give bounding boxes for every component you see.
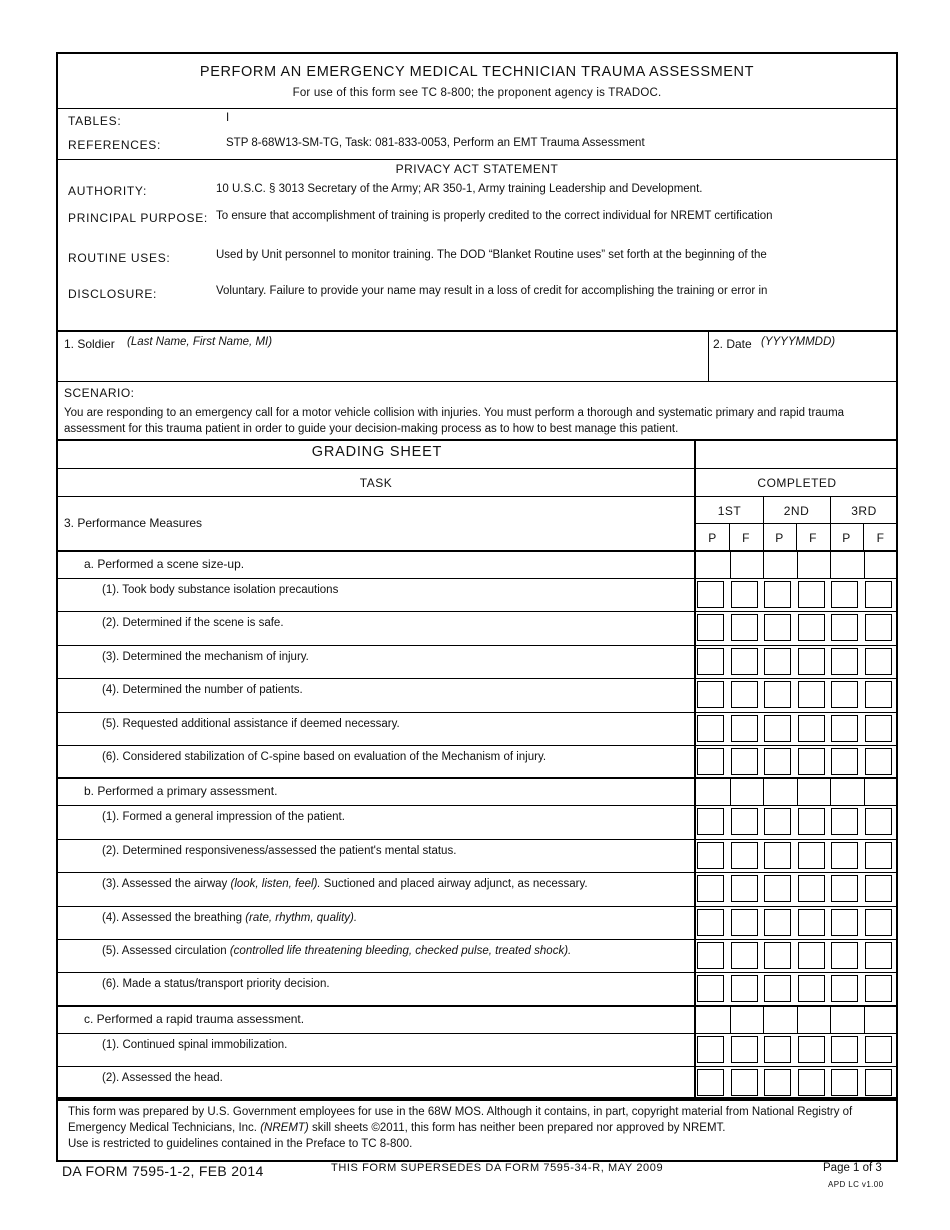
checkbox-attempt-1-fail[interactable] — [731, 581, 758, 608]
divider — [797, 778, 798, 805]
divider — [864, 551, 865, 578]
checkbox-attempt-3-fail[interactable] — [865, 681, 892, 708]
divider — [58, 550, 896, 552]
divider — [58, 468, 896, 469]
checkbox-attempt-2-pass[interactable] — [764, 842, 791, 869]
soldier-field[interactable] — [58, 331, 708, 381]
checkbox-attempt-3-pass[interactable] — [831, 715, 858, 742]
checkbox-attempt-2-fail[interactable] — [798, 681, 825, 708]
divider — [796, 524, 797, 550]
soldier-hint: (Last Name, First Name, MI) — [127, 336, 273, 348]
task-row — [58, 1033, 898, 1066]
task-label — [102, 584, 338, 596]
checkbox-attempt-1-pass[interactable] — [697, 909, 724, 936]
task-text: (2). Determined responsiveness/assessed the patient's mental status. — [102, 844, 457, 857]
checkbox-attempt-2-pass[interactable] — [764, 715, 791, 742]
performance-measures-label: 3. Performance Measures — [64, 516, 203, 530]
references-value: STP 8-68W13-SM-TG, Task: 081-833-0053, Perform an EMT Trauma Assessment — [226, 137, 645, 149]
divider — [763, 1006, 764, 1033]
form-subtitle: For use of this form see TC 8-800; the proponent agency is TRADOC. — [292, 87, 662, 99]
checkbox-attempt-3-pass[interactable] — [831, 942, 858, 969]
scenario-label: SCENARIO: — [64, 386, 135, 400]
task-label — [102, 978, 330, 990]
divider — [730, 551, 731, 578]
checkbox-attempt-3-pass[interactable] — [831, 842, 858, 869]
footer-text-3: Use is restricted to guidelines contained in the Preface to TC 8-800. — [68, 1138, 413, 1150]
task-label — [102, 878, 588, 890]
task-label — [102, 912, 357, 924]
disclosure-label: DISCLOSURE: — [68, 287, 158, 301]
checkbox-attempt-2-fail[interactable] — [798, 1069, 825, 1096]
checkbox-attempt-2-pass[interactable] — [764, 942, 791, 969]
checkbox-attempt-2-pass[interactable] — [764, 875, 791, 902]
checkbox-attempt-1-pass[interactable] — [697, 975, 724, 1002]
task-label — [102, 617, 284, 629]
checkbox-attempt-3-fail[interactable] — [865, 715, 892, 742]
task-row — [58, 839, 898, 872]
form-id: DA FORM 7595-1-2, FEB 2014 — [62, 1163, 264, 1179]
tables-label: TABLES: — [68, 114, 122, 128]
form-title: PERFORM AN EMERGENCY MEDICAL TECHNICIAN TRAUMA ASSESSMENT — [199, 64, 755, 80]
checkbox-attempt-1-pass[interactable] — [697, 748, 724, 775]
divider — [729, 524, 730, 550]
task-text: (4). Determined the number of patients. — [102, 684, 303, 697]
checkbox-attempt-3-fail[interactable] — [865, 909, 892, 936]
task-row — [58, 712, 898, 745]
task-text: (3). Determined the mechanism of injury. — [102, 650, 309, 663]
task-text: (2). Assessed the head. — [102, 1072, 223, 1085]
checkbox-attempt-3-pass[interactable] — [831, 808, 858, 835]
completed-header: COMPLETED — [757, 476, 837, 490]
divider — [58, 1097, 896, 1099]
divider — [763, 778, 764, 805]
checkbox-attempt-2-fail[interactable] — [798, 808, 825, 835]
grading-sheet-title: GRADING SHEET — [311, 444, 443, 460]
checkbox-attempt-1-fail[interactable] — [731, 1036, 758, 1063]
section-heading: a. Performed a scene size-up. — [84, 557, 245, 571]
date-field[interactable] — [709, 331, 899, 381]
authority-text: 10 U.S.C. § 3013 Secretary of the Army; AR 350-1, Army training Leadership and Development. — [216, 183, 703, 195]
footer-notice — [68, 1104, 866, 1152]
task-row — [58, 645, 898, 678]
task-label — [102, 845, 456, 857]
pf-header: P — [708, 531, 717, 545]
pf-header: F — [876, 531, 885, 545]
checkbox-attempt-1-pass[interactable] — [697, 614, 724, 641]
divider — [58, 439, 896, 441]
checkbox-attempt-3-fail[interactable] — [865, 808, 892, 835]
checkbox-attempt-1-fail[interactable] — [731, 808, 758, 835]
divider — [830, 551, 831, 578]
checkbox-attempt-2-pass[interactable] — [764, 1069, 791, 1096]
task-row — [58, 745, 898, 778]
checkbox-attempt-1-fail[interactable] — [731, 875, 758, 902]
checkbox-attempt-2-fail[interactable] — [798, 648, 825, 675]
checkbox-attempt-1-fail[interactable] — [731, 909, 758, 936]
task-text: (5). Assessed circulation — [102, 945, 230, 957]
checkbox-attempt-3-pass[interactable] — [831, 1036, 858, 1063]
checkbox-attempt-3-pass[interactable] — [831, 909, 858, 936]
checkbox-attempt-3-pass[interactable] — [831, 681, 858, 708]
task-text: (2). Determined if the scene is safe. — [102, 617, 284, 630]
task-label — [102, 684, 303, 696]
checkbox-attempt-1-fail[interactable] — [731, 975, 758, 1002]
checkbox-attempt-1-fail[interactable] — [731, 715, 758, 742]
checkbox-attempt-1-pass[interactable] — [697, 581, 724, 608]
checkbox-attempt-2-pass[interactable] — [764, 748, 791, 775]
attempt-header: 2ND — [783, 504, 810, 518]
task-row — [58, 872, 898, 905]
principal-purpose-label: PRINCIPAL PURPOSE: — [68, 211, 208, 225]
soldier-label: 1. Soldier — [64, 337, 115, 351]
attempt-header: 1ST — [717, 504, 742, 518]
checkbox-attempt-2-fail[interactable] — [798, 1036, 825, 1063]
task-row — [58, 678, 898, 711]
checkbox-attempt-3-fail[interactable] — [865, 614, 892, 641]
principal-purpose-text: To ensure that accomplishment of training is properly credited to the correct individual for NREMT certification — [216, 210, 773, 222]
checkbox-attempt-2-fail[interactable] — [798, 715, 825, 742]
pf-header: F — [742, 531, 750, 545]
task-row — [58, 1066, 898, 1099]
task-text: (6). Considered stabilization of C-spine based on evaluation of the Mechanism of injury. — [102, 751, 547, 763]
privacy-heading: PRIVACY ACT STATEMENT — [395, 162, 559, 176]
checkbox-attempt-2-pass[interactable] — [764, 681, 791, 708]
footer-text-1: This form was prepared by U.S. Government employees for use in the 68W MOS. Although it contains, in part, copyright material from National Registry of Emergency Medical Technicians, Inc. — [68, 1106, 853, 1134]
checkbox-attempt-2-pass[interactable] — [764, 1036, 791, 1063]
checkbox-attempt-2-pass[interactable] — [764, 808, 791, 835]
form-version: APD LC v1.00 — [828, 1180, 884, 1189]
checkbox-attempt-3-fail[interactable] — [865, 875, 892, 902]
task-hint: (look, listen, feel). — [230, 878, 321, 891]
checkbox-attempt-3-pass[interactable] — [831, 748, 858, 775]
checkbox-attempt-1-pass[interactable] — [697, 648, 724, 675]
routine-uses-text: Used by Unit personnel to monitor training. The DOD “Blanket Routine uses” set forth at the beginning of the — [216, 249, 767, 261]
checkbox-attempt-2-fail[interactable] — [798, 842, 825, 869]
task-hint: (rate, rhythm, quality). — [245, 911, 358, 924]
task-text: (4). Assessed the breathing — [102, 911, 246, 924]
checkbox-attempt-3-fail[interactable] — [865, 975, 892, 1002]
checkbox-attempt-2-pass[interactable] — [764, 614, 791, 641]
checkbox-attempt-2-fail[interactable] — [798, 909, 825, 936]
checkbox-attempt-3-pass[interactable] — [831, 1069, 858, 1096]
checkbox-attempt-1-pass[interactable] — [697, 715, 724, 742]
task-row — [58, 972, 898, 1005]
task-text: (5). Requested additional assistance if deemed necessary. — [102, 717, 400, 730]
task-row — [58, 805, 898, 838]
divider — [763, 551, 764, 578]
footer-text-2: skill sheets ©2011, this form has neither been prepared nor approved by NREMT. — [308, 1122, 726, 1134]
task-text: (1). Continued spinal immobilization. — [102, 1038, 288, 1051]
checkbox-attempt-1-pass[interactable] — [697, 1069, 724, 1096]
scenario-text: You are responding to an emergency call for a motor vehicle collision with injuries. You must perform a thorough and systematic primary and rapid trauma assessment for this trauma patient in order to guide your decision-making process as to how to best manage this patient. — [64, 407, 845, 435]
checkbox-attempt-3-fail[interactable] — [865, 748, 892, 775]
date-hint: (YYYYMMDD) — [761, 336, 836, 348]
task-row — [58, 611, 898, 644]
task-text-rest: Suctioned and placed airway adjunct, as necessary. — [320, 878, 588, 891]
tables-value: I — [226, 112, 230, 124]
task-label — [102, 945, 571, 957]
attempt-header: 3RD — [851, 504, 877, 518]
divider — [863, 524, 864, 550]
divider — [730, 1006, 731, 1033]
checkbox-attempt-1-pass[interactable] — [697, 842, 724, 869]
disclosure-text: Voluntary. Failure to provide your name may result in a loss of credit for accomplishing the training or error in — [216, 285, 768, 297]
checkbox-attempt-3-pass[interactable] — [831, 648, 858, 675]
form-page — [56, 52, 898, 1162]
checkbox-attempt-2-pass[interactable] — [764, 581, 791, 608]
checkbox-attempt-3-fail[interactable] — [865, 648, 892, 675]
checkbox-attempt-1-fail[interactable] — [731, 614, 758, 641]
checkbox-attempt-2-fail[interactable] — [798, 614, 825, 641]
task-label — [102, 1039, 287, 1051]
divider — [58, 159, 896, 160]
checkbox-attempt-3-fail[interactable] — [865, 1036, 892, 1063]
divider — [58, 108, 896, 109]
task-text: (1). Formed a general impression of the patient. — [102, 811, 345, 824]
divider — [58, 381, 896, 382]
checkbox-attempt-1-pass[interactable] — [697, 1036, 724, 1063]
authority-label: AUTHORITY: — [68, 184, 148, 198]
checkbox-attempt-2-fail[interactable] — [798, 975, 825, 1002]
checkbox-attempt-3-pass[interactable] — [831, 875, 858, 902]
checkbox-attempt-1-pass[interactable] — [697, 942, 724, 969]
references-label: REFERENCES: — [68, 138, 162, 152]
divider — [730, 778, 731, 805]
task-text: (3). Assessed the airway — [102, 878, 231, 891]
divider — [830, 1006, 831, 1033]
task-row — [58, 906, 898, 939]
supersedes-note: THIS FORM SUPERSEDES DA FORM 7595-34-R, MAY 2009 — [331, 1162, 664, 1174]
task-label — [102, 751, 546, 763]
task-text: (6). Made a status/transport priority decision. — [102, 978, 330, 991]
checkbox-attempt-2-pass[interactable] — [764, 975, 791, 1002]
checkbox-attempt-1-fail[interactable] — [731, 842, 758, 869]
checkbox-attempt-3-fail[interactable] — [865, 942, 892, 969]
section-heading: b. Performed a primary assessment. — [84, 784, 278, 799]
checkbox-attempt-1-fail[interactable] — [731, 748, 758, 775]
pf-header: F — [809, 531, 817, 545]
task-hint: (controlled life threatening bleeding, checked pulse, treated shock). — [229, 945, 572, 957]
routine-uses-label: ROUTINE USES: — [68, 251, 171, 265]
divider — [58, 496, 896, 497]
task-text: (1). Took body substance isolation precautions — [102, 584, 339, 596]
checkbox-attempt-3-pass[interactable] — [831, 614, 858, 641]
task-label — [102, 1072, 223, 1084]
checkbox-attempt-1-fail[interactable] — [731, 648, 758, 675]
pf-header: P — [775, 531, 784, 545]
date-label: 2. Date — [713, 337, 752, 351]
task-label — [102, 651, 309, 663]
checkbox-attempt-2-fail[interactable] — [798, 942, 825, 969]
checkbox-attempt-1-fail[interactable] — [731, 1069, 758, 1096]
divider — [797, 551, 798, 578]
task-row — [58, 578, 898, 611]
checkbox-attempt-3-pass[interactable] — [831, 975, 858, 1002]
checkbox-attempt-1-pass[interactable] — [697, 808, 724, 835]
checkbox-attempt-2-fail[interactable] — [798, 581, 825, 608]
footer-nremt: (NREMT) — [260, 1122, 309, 1134]
checkbox-attempt-3-fail[interactable] — [865, 842, 892, 869]
checkbox-attempt-3-fail[interactable] — [865, 581, 892, 608]
divider — [830, 778, 831, 805]
checkbox-attempt-1-fail[interactable] — [731, 942, 758, 969]
checkbox-attempt-1-pass[interactable] — [697, 681, 724, 708]
checkbox-attempt-1-fail[interactable] — [731, 681, 758, 708]
checkbox-attempt-3-fail[interactable] — [865, 1069, 892, 1096]
pf-header: P — [842, 531, 851, 545]
checkbox-attempt-1-pass[interactable] — [697, 875, 724, 902]
checkbox-attempt-2-pass[interactable] — [764, 648, 791, 675]
checkbox-attempt-2-pass[interactable] — [764, 909, 791, 936]
page-number: Page 1 of 3 — [823, 1162, 882, 1174]
divider — [864, 778, 865, 805]
divider — [58, 777, 896, 779]
divider — [58, 1005, 896, 1007]
task-label — [102, 718, 400, 730]
divider — [864, 1006, 865, 1033]
divider — [797, 1006, 798, 1033]
task-row — [58, 939, 898, 972]
task-label — [102, 811, 345, 823]
task-header: TASK — [359, 476, 393, 490]
checkbox-attempt-2-fail[interactable] — [798, 875, 825, 902]
section-heading: c. Performed a rapid trauma assessment. — [84, 1011, 305, 1026]
checkbox-attempt-3-pass[interactable] — [831, 581, 858, 608]
checkbox-attempt-2-fail[interactable] — [798, 748, 825, 775]
